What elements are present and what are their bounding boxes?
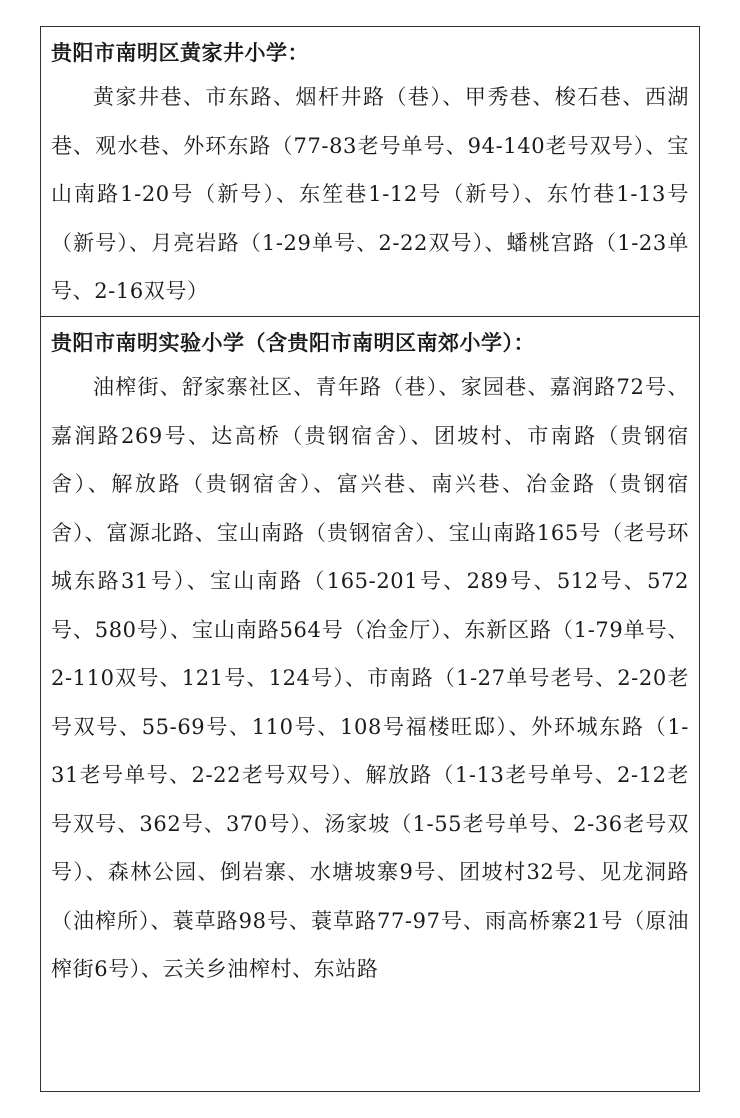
school-heading: 贵阳市南明实验小学（含贵阳市南明区南郊小学）： — [51, 330, 535, 355]
school-section-nanming-experimental — [41, 317, 699, 1091]
school-district-streets: 油榨街、舒家寨社区、青年路（巷）、家园巷、嘉润路72号、嘉润路269号、达高桥（贵钢宿舍）、团坡村、市南路（贵钢宿舍）、解放路（贵钢宿舍）、富兴巷、南兴巷、冶金路（贵钢宿舍）、富源北路、宝山南路（贵钢宿舍）、宝山南路165号（老号环城东路31号）、宝山南路（165-201号、289号、512号、572号、580号）、宝山南路564号（冶金厅）、东新区路（1-79单号、2-110双号、121号、124号）、市南路（1-27单号老号、2-20老号双号、55-69号、110号、108号福楼旺邸）、外环城东路（1-31老号单号、2-22老号双号）、解放路（1-13老号单号、2-12老号双号、362号、370号）、汤家坡（1-55老号单号、2-36老号双号）、森林公园、倒岩寨、水塘坡寨9号、团坡村32号、见龙洞路（油榨所）、蓑草路98号、蓑草路77-97号、雨高桥寨21号（原油榨街6号）、云关乡油榨村、东站路 — [51, 375, 689, 981]
school-section-huangjiajing — [41, 27, 699, 317]
school-district-table — [40, 26, 700, 1092]
school-district-streets: 黄家井巷、市东路、烟杆井路（巷）、甲秀巷、梭石巷、西湖巷、观水巷、外环东路（77-83老号单号、94-140老号双号）、宝山南路1-20号（新号）、东笙巷1-12号（新号）、东竹巷1-13号（新号）、月亮岩路（1-29单号、2-22双号）、蟠桃宫路（1-23单号、2-16双号） — [51, 85, 689, 303]
school-heading: 贵阳市南明区黄家井小学： — [51, 40, 309, 65]
